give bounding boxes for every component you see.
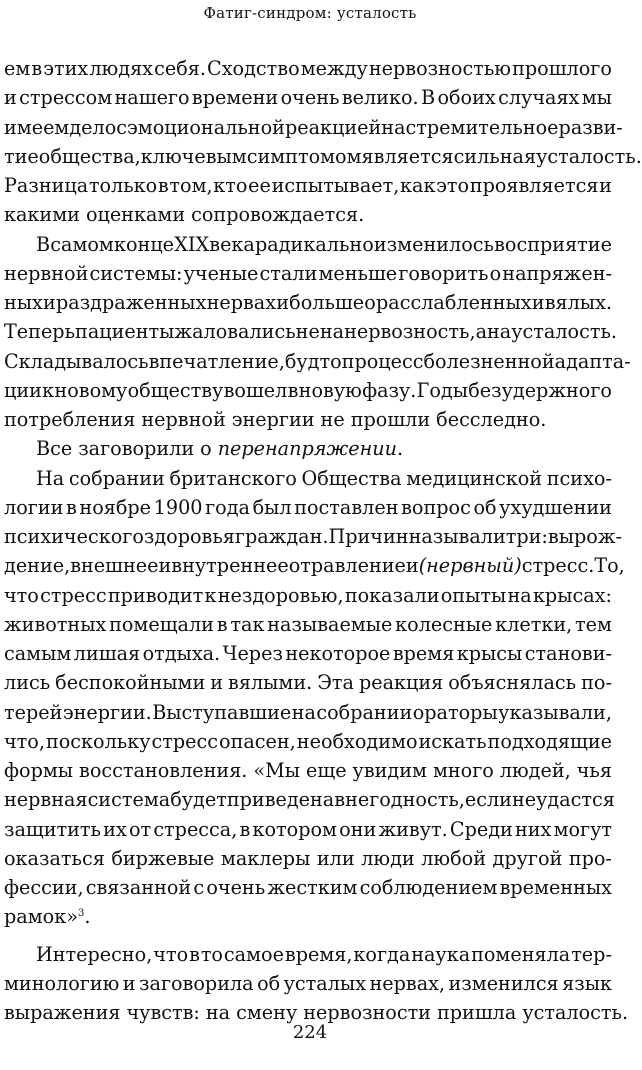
paragraph (4, 230, 631, 435)
text-line: какими оценками сопровождается. (4, 203, 365, 227)
text-line: тие общества, ключевым симптомом является сильная усталость. (4, 144, 642, 168)
paragraph (4, 54, 642, 230)
text-line: что стресс приводит к нездоровью, показали опыты на крысах: (4, 583, 612, 607)
text-line: выражения чувств: на смену нервозности пришла усталость. (4, 1001, 629, 1024)
text-line: животных помещали в так называемые колесные клетки, тем (4, 612, 612, 636)
text-line: и стрессом нашего времени очень велико. В обоих случаях мы (4, 86, 612, 110)
text-line: Интересно, что в то самое время, когда наука поменяла тер- (36, 942, 612, 966)
text-line: ных и раздраженных нервах и больше о расслабленных и вялых. (4, 291, 612, 314)
text-line: нервная система будет приведена в негодность, если не удастся (4, 788, 615, 812)
text-line: дение, внешнее и внутреннее отравление и (нервный) стресс. То, (4, 554, 625, 578)
text-line: защитить их от стресса, в котором они живут. Среди них могут (4, 817, 612, 841)
paragraph-gap (4, 932, 612, 940)
text-line: формы восстановления. «Мы еще увидим много людей, чья (4, 759, 612, 782)
running-head: Фатиг-синдром: усталость (203, 4, 417, 22)
text-line: имеем дело с эмоциональной реакцией на стремительное разви- (4, 115, 623, 139)
text-line: ции к новому обществу вошел в новую фазу. Годы безудержного (4, 378, 612, 402)
text-line: В самом конце XIX века радикально изменилось восприятие (36, 232, 612, 256)
text-line: ем в этих людях себя. Сходство между нервозностью прошлого (4, 57, 612, 80)
text-line: оказаться биржевые маклеры или люди любой другой про- (4, 846, 612, 870)
paragraph (4, 464, 625, 932)
text-line: фессии, связанной с очень жестким соблюдением временных (4, 876, 612, 899)
text-line: терей энергии. Выступавшие на собрании ораторы указывали, (4, 700, 612, 724)
text-line: На собрании британского Общества медицинской психо- (36, 466, 612, 490)
text-line: Разница только в том, кто ее испытывает, как это проявляется и (4, 174, 612, 197)
text-line: самым лишая отдыха. Через некоторое время крысы станови- (4, 642, 612, 665)
page-number: 224 (292, 1022, 328, 1043)
text-line: лись беспокойными и вялыми. Эта реакция объяснялась по- (4, 671, 612, 695)
text-line: логии в ноябре 1900 года был поставлен вопрос об ухудшении (4, 495, 612, 519)
text-line: нервной системы: ученые стали меньше говорить о напряжен- (4, 261, 612, 285)
text-line: Складывалось впечатление, будто процесс болезненной адапта- (4, 349, 631, 373)
text-line: рамок»$^3$. (4, 905, 91, 929)
text-line: Теперь пациенты жаловались не на нервозность, а на усталость. (4, 320, 617, 344)
paragraph (4, 434, 612, 463)
text-line: потребления нервной энергии не прошли бесследно. (4, 408, 547, 431)
text-line: что, поскольку стресс опасен, необходимо искать подходящие (4, 729, 612, 753)
body-text (4, 54, 642, 1027)
text-line: психического здоровья граждан. Причин называли три: вырож- (4, 525, 622, 548)
footnote-marker: 3 (77, 908, 85, 920)
paragraph (4, 940, 629, 1028)
text-line: минологию и заговорила об усталых нервах, изменился язык (4, 971, 612, 995)
text-line: Все заговорили о перенапряжении. (36, 437, 404, 461)
